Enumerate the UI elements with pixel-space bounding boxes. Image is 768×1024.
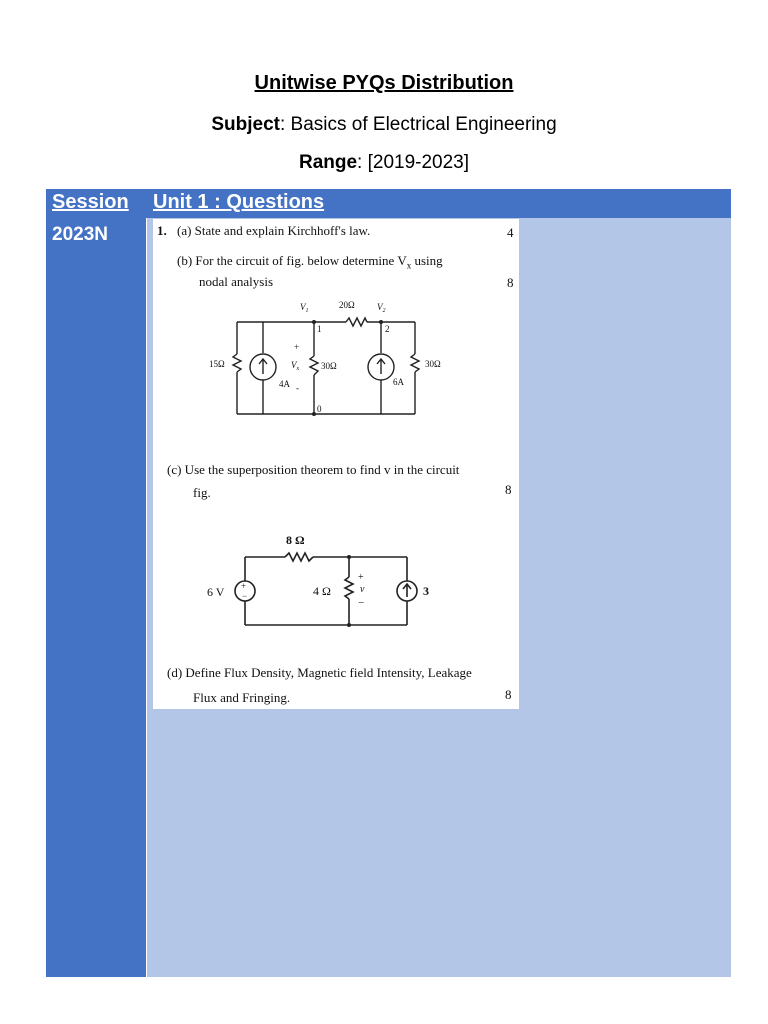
document-title: Unitwise PYQs Distribution xyxy=(254,72,514,94)
question-scan xyxy=(153,219,519,709)
svg-text:Vx xyxy=(291,360,300,372)
c1-vx-sub: x xyxy=(296,366,300,372)
c1-r-right: 30Ω xyxy=(425,359,441,369)
c1-node1: 1 xyxy=(317,324,322,334)
c1-minus: - xyxy=(296,383,299,393)
question-c-text: (c) Use the superposition theorem to find v in the circuit xyxy=(167,462,460,477)
circuit-diagram-2 xyxy=(153,519,519,659)
svg-text:V2 xyxy=(377,302,386,314)
c1-v1: V xyxy=(300,302,306,312)
c1-node0: 0 xyxy=(317,404,322,414)
question-a-text: (a) State and explain Kirchhoff's law. xyxy=(177,223,371,238)
question-b-sub: x xyxy=(406,260,412,271)
svg-text:V1 xyxy=(300,302,309,314)
range-label: Range xyxy=(298,152,358,173)
question-d-text: (d) Define Flux Density, Magnetic field Intensity, Leakage xyxy=(167,665,472,680)
session-column xyxy=(46,218,146,977)
c2-v-label: v xyxy=(360,584,365,595)
c2-r-top: 8 Ω xyxy=(286,533,305,547)
question-b-text: (b) For the circuit of fig. below determine V xyxy=(177,253,407,268)
c2-i-src: 3 xyxy=(423,584,429,598)
subject-label: Subject xyxy=(211,114,280,135)
c1-r-top: 20Ω xyxy=(339,300,355,310)
question-c-marks: 8 xyxy=(505,482,512,497)
question-c-text-2: fig. xyxy=(193,485,211,500)
question-a-marks: 4 xyxy=(507,225,514,240)
range-value: : [2019-2023] xyxy=(357,152,470,173)
c1-i-right: 6A xyxy=(393,377,404,387)
c1-node2: 2 xyxy=(385,324,390,334)
c1-v1-sub: 1 xyxy=(305,308,309,314)
table-header-row xyxy=(46,189,731,218)
c2-minus: − xyxy=(358,597,365,609)
c1-plus: + xyxy=(294,342,300,352)
c2-plus: + xyxy=(358,572,364,583)
c1-vx: V xyxy=(291,360,297,370)
range-line xyxy=(0,152,768,174)
question-d-marks: 8 xyxy=(505,687,512,702)
c1-r-left: 15Ω xyxy=(209,359,225,369)
c1-v2: V xyxy=(377,302,383,312)
question-b-text-2: using xyxy=(414,253,443,268)
session-cell: 2023N xyxy=(52,224,108,245)
c2-r-mid: 4 Ω xyxy=(313,584,331,598)
header-unit: Unit 1 : Questions xyxy=(153,191,325,213)
question-b-text-3: nodal analysis xyxy=(199,274,274,289)
c1-i-left: 4A xyxy=(279,379,290,389)
c2-src-minus: − xyxy=(242,591,248,601)
question-d-text-2: Flux and Fringing. xyxy=(193,690,291,705)
header-session: Session xyxy=(52,191,129,213)
c1-r-mid: 30Ω xyxy=(321,361,337,371)
subject-value: : Basics of Electrical Engineering xyxy=(279,114,557,135)
subject-line xyxy=(0,114,768,136)
c2-src-plus: + xyxy=(241,581,247,591)
question-number: 1. xyxy=(157,223,167,238)
circuit-diagram-1 xyxy=(153,219,519,449)
question-b-marks: 8 xyxy=(507,275,514,290)
c1-v2-sub: 2 xyxy=(382,308,386,314)
c2-v-src: 6 V xyxy=(207,585,225,599)
